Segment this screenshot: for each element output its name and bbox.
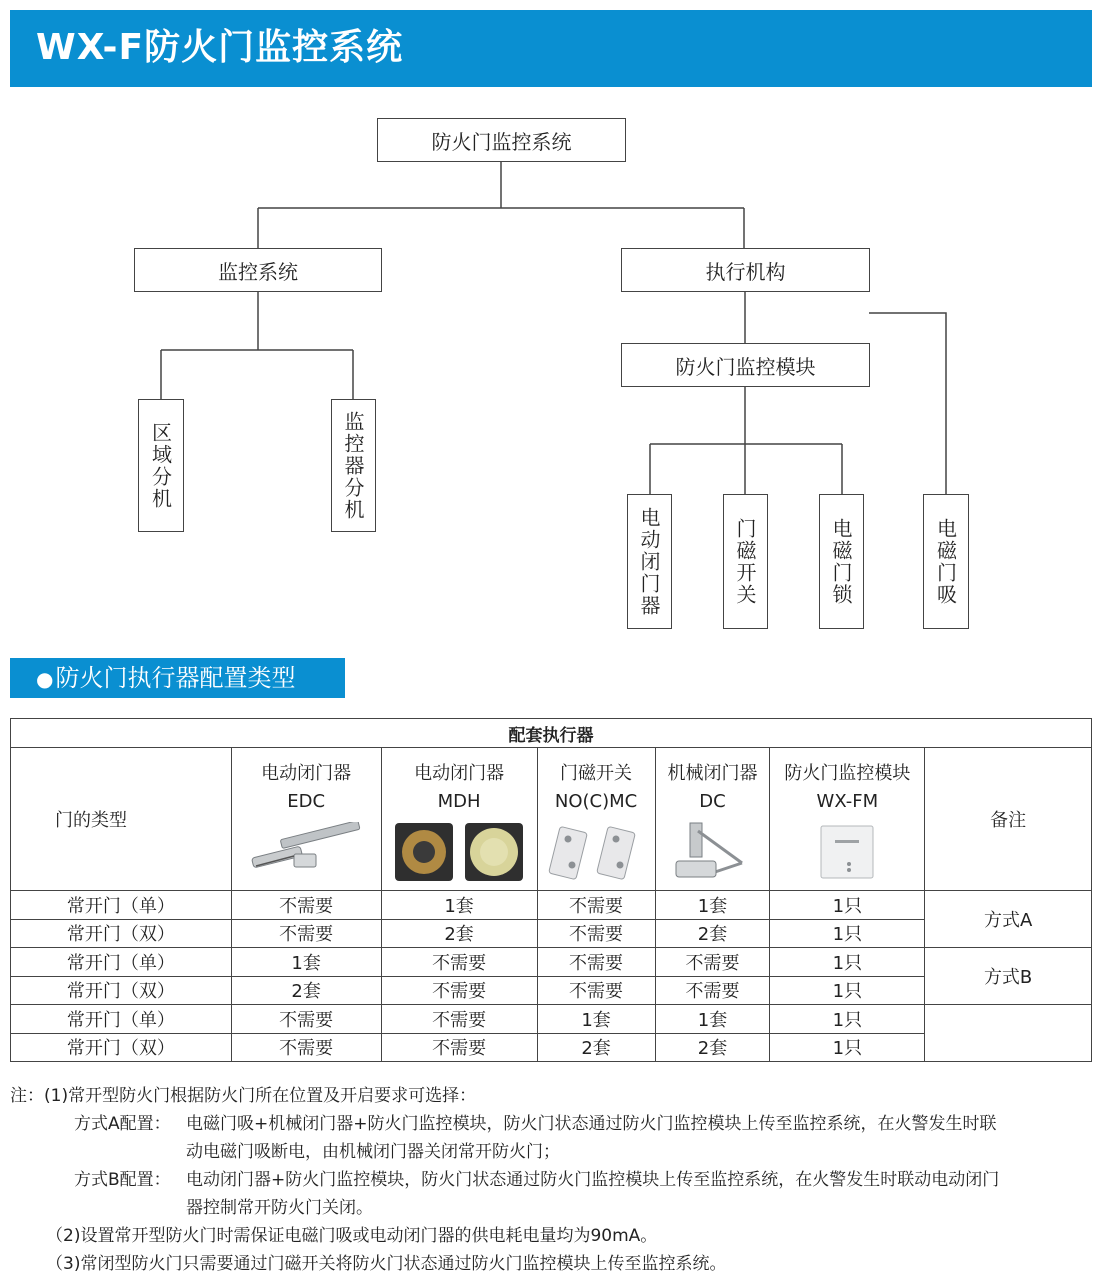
node-monitor-module: 防火门监控模块 (621, 343, 870, 387)
table-cell: 1只 (770, 919, 925, 948)
table-cell: 2套 (655, 1033, 770, 1062)
edc-closer-image (232, 820, 381, 884)
remark-cell (925, 1005, 1092, 1062)
method-a-text-1: 电磁门吸+机械闭门器+防火门监控模块，防火门状态通过防火门监控模块上传至监控系统，在火警发生时联 (186, 1114, 997, 1134)
table-top-header: 配套执行器 (11, 719, 1092, 748)
node-root: 防火门监控系统 (377, 118, 626, 162)
node-edc: 电动闭门器 (627, 494, 672, 629)
door-type-cell: 常开门（双） (11, 1033, 232, 1062)
table-cell: 1套 (381, 891, 537, 920)
method-a-text-2: 动电磁门吸断电，由机械闭门器关闭常开防火门； (186, 1142, 560, 1162)
method-b-text-2: 器控制常开防火门关闭。 (186, 1198, 373, 1218)
config-table (10, 718, 1092, 1062)
note-method-a (10, 1110, 1095, 1166)
note-intro: 注：(1)常开型防火门根据防火门所在位置及开启要求可选择： (10, 1086, 477, 1106)
device-name: 机械闭门器 (667, 763, 758, 784)
notes-block (10, 1082, 1095, 1278)
mechanical-closer-image (656, 820, 770, 884)
table-cell: 不需要 (655, 948, 770, 977)
connector-to-em-holder (869, 313, 946, 495)
device-col-edc (231, 748, 381, 891)
device-model: MDH (437, 791, 481, 812)
page-title: WX-F防火门监控系统 (36, 27, 404, 68)
table-cell: 不需要 (537, 891, 655, 920)
note-2: （2)设置常开型防火门时需保证电磁门吸或电动闭门器的供电耗电量均为90mA。 (46, 1226, 658, 1246)
node-zone-unit: 区域分机 (138, 399, 184, 532)
remark-cell: 方式A (925, 891, 1092, 948)
door-type-cell: 常开门（单） (11, 948, 232, 977)
device-col-mechanical-closer (655, 748, 770, 891)
device-col-mdh (381, 748, 537, 891)
section-header (10, 658, 345, 698)
section-title: 防火门执行器配置类型 (55, 664, 296, 692)
table-cell: 1只 (770, 1005, 925, 1034)
bullet-icon: ● (36, 667, 54, 691)
device-model: DC (699, 791, 726, 812)
table-cell: 1只 (770, 891, 925, 920)
table-cell: 2套 (537, 1033, 655, 1062)
table-cell: 1只 (770, 976, 925, 1005)
table-cell: 不需要 (537, 948, 655, 977)
door-type-cell: 常开门（单） (11, 1005, 232, 1034)
node-actuator: 执行机构 (621, 248, 870, 292)
method-b-label: 方式B配置： (74, 1170, 171, 1190)
table-cell: 2套 (381, 919, 537, 948)
table-cell: 1套 (655, 1005, 770, 1034)
device-name: 电动闭门器 (414, 763, 505, 784)
table-cell: 不需要 (381, 976, 537, 1005)
table-cell: 1只 (770, 948, 925, 977)
node-door-switch: 门磁开关 (723, 494, 768, 629)
node-em-lock: 电磁门锁 (819, 494, 864, 629)
table-cell: 不需要 (537, 976, 655, 1005)
method-b-text-1: 电动闭门器+防火门监控模块，防火门状态通过防火门监控模块上传至监控系统，在火警发生时联动电动闭门 (186, 1170, 1000, 1190)
device-name: 电动闭门器 (261, 763, 352, 784)
device-model: EDC (287, 791, 326, 812)
node-monitor-system: 监控系统 (134, 248, 382, 292)
table-cell: 1套 (537, 1005, 655, 1034)
table-cell: 1只 (770, 1033, 925, 1062)
table-cell: 2套 (655, 919, 770, 948)
device-col-door-switch (537, 748, 655, 891)
table-cell: 不需要 (231, 919, 381, 948)
remark-header: 备注 (925, 748, 1092, 891)
device-col-monitor-module (770, 748, 925, 891)
method-a-label: 方式A配置： (74, 1114, 171, 1134)
remark-cell: 方式B (925, 948, 1092, 1005)
table-cell: 不需要 (537, 919, 655, 948)
device-name: 门磁开关 (560, 763, 633, 784)
device-model: WX-FM (816, 791, 879, 812)
table-cell: 1套 (655, 891, 770, 920)
door-type-cell: 常开门（双） (11, 919, 232, 948)
note-method-b (10, 1166, 1095, 1222)
device-model: NO(C)MC (554, 791, 638, 812)
door-type-header: 门的类型 (11, 748, 232, 891)
monitor-module-image (770, 820, 924, 884)
note-3: （3)常闭型防火门只需要通过门磁开关将防火门状态通过防火门监控模块上传至监控系统。 (46, 1254, 727, 1274)
door-type-cell: 常开门（双） (11, 976, 232, 1005)
table-cell: 不需要 (231, 891, 381, 920)
node-em-holder: 电磁门吸 (923, 494, 969, 629)
table-cell: 2套 (231, 976, 381, 1005)
table-cell: 不需要 (231, 1033, 381, 1062)
table-cell: 1套 (231, 948, 381, 977)
table-cell: 不需要 (381, 1005, 537, 1034)
mdh-holder-image (382, 820, 537, 884)
device-name: 防火门监控模块 (784, 763, 911, 784)
door-type-cell: 常开门（单） (11, 891, 232, 920)
node-controller-unit: 监控器分机 (331, 399, 376, 532)
table-cell: 不需要 (381, 948, 537, 977)
door-magnetic-switch-image (538, 820, 655, 884)
table-cell: 不需要 (231, 1005, 381, 1034)
table-cell: 不需要 (655, 976, 770, 1005)
table-cell: 不需要 (381, 1033, 537, 1062)
